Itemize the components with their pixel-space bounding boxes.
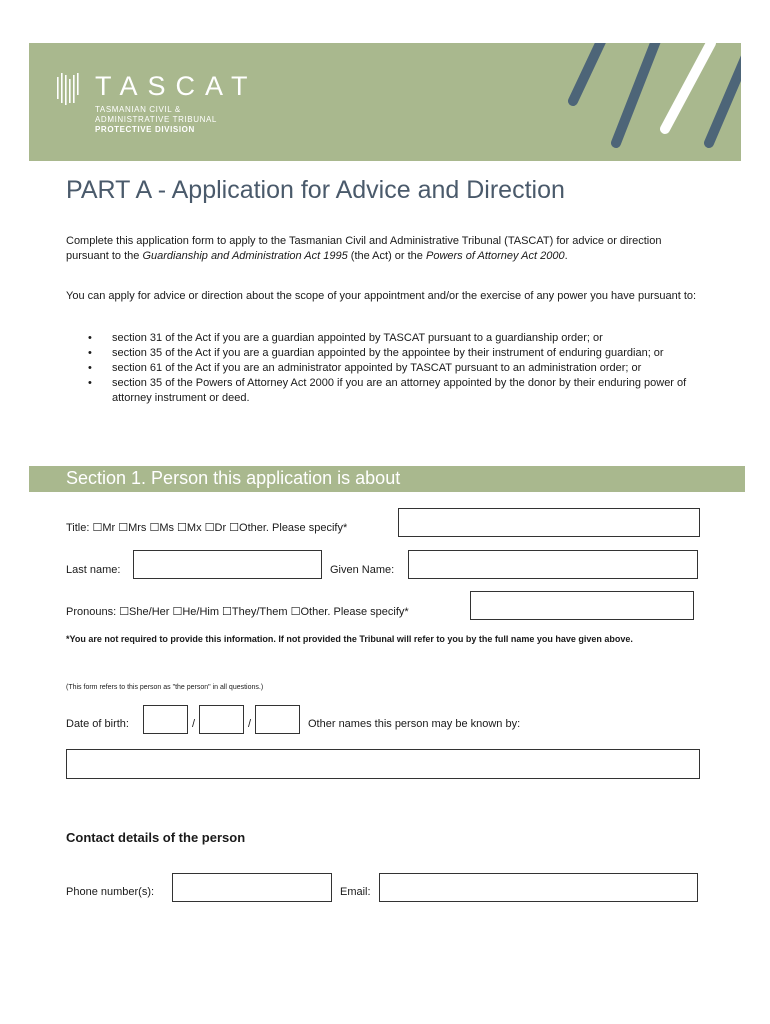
brand-subtitle-line1: TASMANIAN CIVIL & bbox=[95, 105, 181, 114]
intro-text-c: . bbox=[564, 250, 568, 262]
title-options-label: Title: ☐Mr ☐Mrs ☐Ms ☐Mx ☐Dr ☐Other. Please specify* bbox=[66, 522, 348, 534]
section-1-header bbox=[29, 466, 745, 492]
dob-separator: / bbox=[192, 718, 196, 730]
brand-subtitle bbox=[95, 105, 217, 135]
form-refers-note: (This form refers to this person as "the person" in all questions.) bbox=[66, 684, 264, 691]
other-names-label: Other names this person may be known by: bbox=[308, 718, 521, 730]
dob-month-field[interactable] bbox=[199, 705, 244, 734]
dob-day-field[interactable] bbox=[143, 705, 188, 734]
given-name-label: Given Name: bbox=[330, 564, 395, 576]
other-names-field[interactable] bbox=[66, 749, 700, 779]
title-other-field[interactable] bbox=[398, 508, 700, 537]
intro-text-a: Complete this application form to apply to the Tasmanian Civil and Administrative Tribunal (TASCAT) for advice or direction pursuant to the bbox=[66, 235, 662, 262]
last-name-field[interactable] bbox=[133, 550, 322, 579]
dob-label: Date of birth: bbox=[66, 718, 129, 730]
brand-division: PROTECTIVE DIVISION bbox=[95, 125, 195, 134]
intro-text-b: (the Act) or the bbox=[347, 250, 426, 262]
pronouns-label: Pronouns: ☐She/Her ☐He/Him ☐They/Them ☐Other. Please specify* bbox=[66, 606, 409, 618]
act-name-guardianship: Guardianship and Administration Act 1995 bbox=[142, 250, 348, 262]
provisions-list bbox=[88, 331, 698, 406]
dob-year-field[interactable] bbox=[255, 705, 300, 734]
email-field[interactable] bbox=[379, 873, 698, 902]
contact-details-heading: Contact details of the person bbox=[66, 830, 246, 845]
list-item: • section 61 of the Act if you are an administrator appointed by TASCAT pursuant to an administration order; or bbox=[88, 361, 698, 376]
phone-label: Phone number(s): bbox=[66, 886, 155, 898]
pronouns-other-field[interactable] bbox=[470, 591, 694, 620]
email-label: Email: bbox=[340, 886, 371, 898]
list-item: • section 35 of the Powers of Attorney Act 2000 if you are an attorney appointed by the donor by their enduring power of attorney instrument or deed. bbox=[88, 376, 698, 406]
header-banner bbox=[29, 43, 741, 161]
phone-field[interactable] bbox=[172, 873, 332, 902]
tascat-logo-icon bbox=[56, 73, 86, 105]
decorative-stripes-icon bbox=[561, 43, 741, 161]
section-1-title: Section 1. Person this application is about bbox=[66, 468, 401, 488]
brand-name: TASCAT bbox=[95, 71, 258, 101]
scope-paragraph: You can apply for advice or direction about the scope of your appointment and/or the exercise of any power you have pursuant to: bbox=[66, 290, 697, 302]
list-item: • section 31 of the Act if you are a guardian appointed by TASCAT pursuant to a guardianship order; or bbox=[88, 331, 698, 346]
intro-paragraph bbox=[66, 234, 706, 264]
given-name-field[interactable] bbox=[408, 550, 698, 579]
dob-separator: / bbox=[248, 718, 252, 730]
pronoun-note: *You are not required to provide this information. If not provided the Tribunal will refer to you by the full name you have given above. bbox=[66, 634, 633, 644]
page-title: PART A - Application for Advice and Direction bbox=[66, 176, 565, 204]
act-name-powers-of-attorney: Powers of Attorney Act 2000 bbox=[425, 250, 565, 262]
last-name-label: Last name: bbox=[66, 564, 121, 576]
list-item: • section 35 of the Act if you are a guardian appointed by the appointee by their instrument of enduring guardian; or bbox=[88, 346, 698, 361]
brand-subtitle-line2: ADMINISTRATIVE TRIBUNAL bbox=[95, 115, 217, 124]
